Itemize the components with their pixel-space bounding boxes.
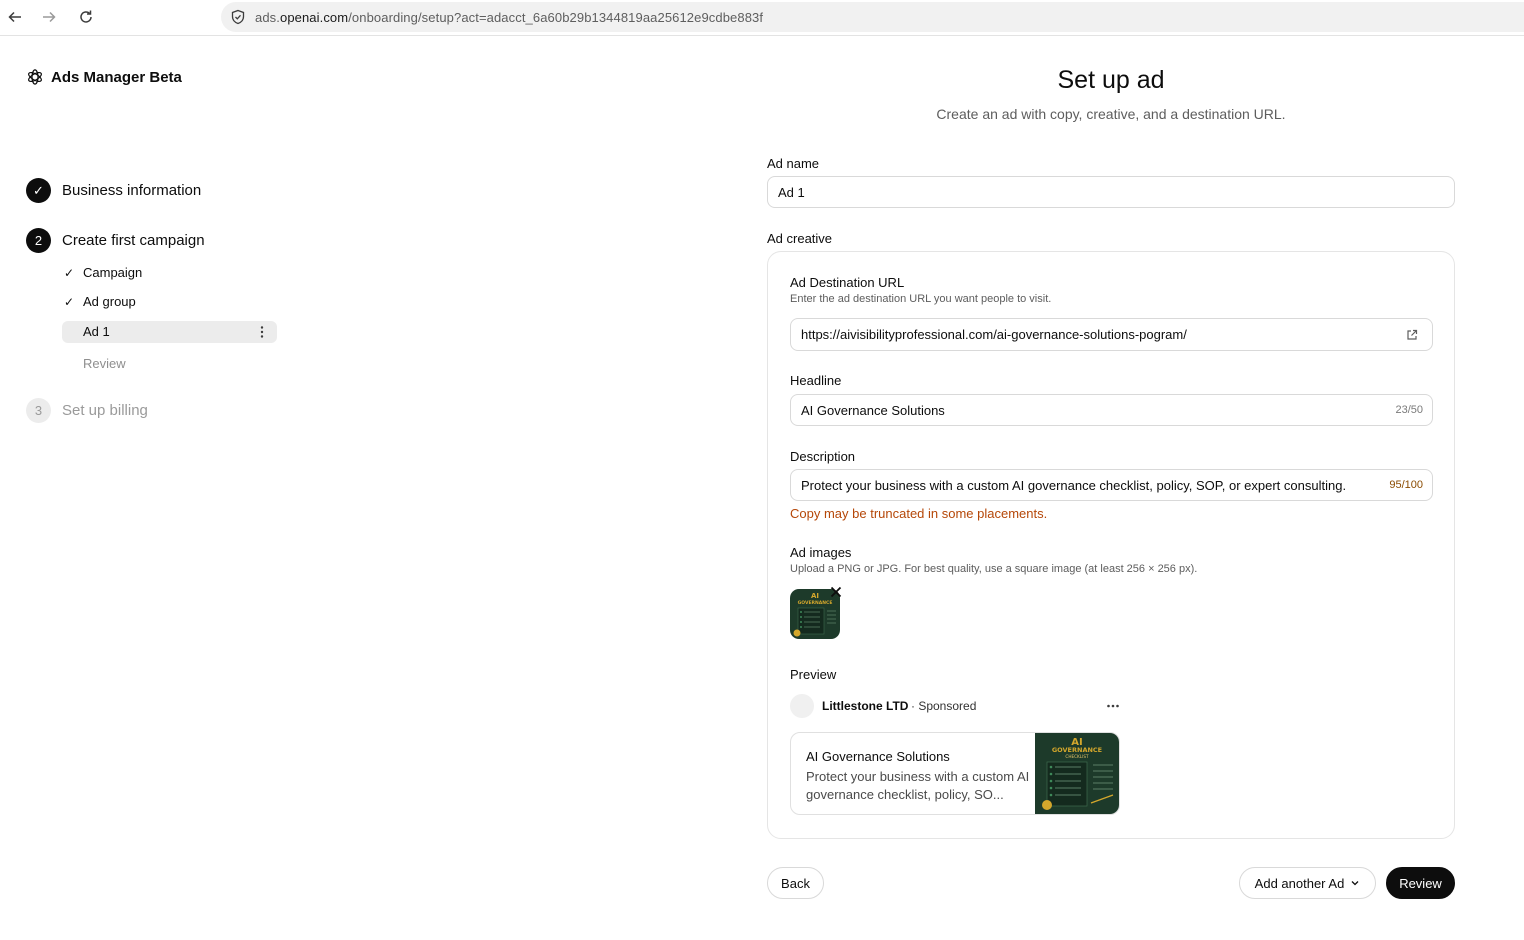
ad-images-label: Ad images bbox=[790, 545, 852, 560]
substep-review[interactable] bbox=[83, 356, 126, 371]
back-arrow-icon[interactable] bbox=[3, 6, 27, 28]
step-label: Business information bbox=[62, 182, 202, 199]
step-create-first-campaign[interactable] bbox=[26, 228, 205, 253]
destination-url-label: Ad Destination URL bbox=[790, 275, 905, 290]
more-vertical-icon[interactable] bbox=[255, 325, 269, 339]
checkmark-icon: ✓ bbox=[26, 178, 51, 203]
back-button[interactable]: Back bbox=[767, 867, 824, 899]
svg-text:GOVERNANCE: GOVERNANCE bbox=[797, 601, 833, 606]
description-counter: 95/100 bbox=[1389, 479, 1423, 491]
remove-image-icon[interactable] bbox=[829, 585, 843, 599]
preview-image bbox=[1035, 733, 1119, 815]
page-title: Set up ad bbox=[1057, 66, 1165, 94]
add-another-ad-label: Add another Ad bbox=[1254, 875, 1345, 891]
headline-label: Headline bbox=[790, 373, 842, 388]
destination-url-input[interactable] bbox=[790, 318, 1433, 351]
address-bar[interactable] bbox=[221, 2, 1524, 32]
headline-value: AI Governance Solutions bbox=[801, 402, 945, 418]
review-button[interactable]: Review bbox=[1386, 867, 1455, 899]
substep-ad-group[interactable] bbox=[62, 294, 136, 309]
substep-label: Ad 1 bbox=[83, 324, 110, 339]
openai-logo-icon bbox=[26, 68, 44, 86]
preview-header bbox=[790, 694, 1120, 718]
ad-name-input[interactable] bbox=[767, 176, 1455, 208]
destination-url-value: https://aivisibilityprofessional.com/ai-governance-solutions-pogram/ bbox=[801, 327, 1187, 342]
preview-image-title-1: AI bbox=[1071, 737, 1083, 748]
preview-title: AI Governance Solutions bbox=[806, 749, 950, 764]
brand bbox=[26, 68, 182, 86]
substep-label: Ad group bbox=[83, 294, 136, 309]
reload-icon[interactable] bbox=[74, 6, 98, 28]
sponsored-label: · Sponsored bbox=[911, 699, 977, 713]
headline-counter: 23/50 bbox=[1395, 404, 1423, 416]
ad-preview-card bbox=[790, 732, 1120, 815]
url-text: ads.openai.com/onboarding/setup?act=adacct_6a60b29b1344819aa25612e9cdbe883f bbox=[255, 10, 764, 25]
description-label: Description bbox=[790, 449, 856, 464]
step-label: Set up billing bbox=[62, 402, 148, 419]
ad-creative-label: Ad creative bbox=[767, 231, 833, 246]
headline-input[interactable] bbox=[790, 394, 1433, 426]
svg-text:AI: AI bbox=[810, 592, 820, 600]
external-link-icon[interactable] bbox=[1406, 329, 1418, 341]
ad-name-label: Ad name bbox=[767, 156, 820, 171]
chevron-down-icon bbox=[1350, 878, 1360, 888]
substep-label: Campaign bbox=[83, 265, 143, 280]
browser-toolbar bbox=[0, 0, 1524, 36]
step-business-information[interactable] bbox=[26, 178, 201, 203]
checkmark-icon: ✓ bbox=[63, 294, 75, 309]
forward-arrow-icon[interactable] bbox=[37, 6, 61, 28]
preview-image-title-2: GOVERNANCE bbox=[1051, 746, 1103, 754]
ad-images-hint: Upload a PNG or JPG. For best quality, use a square image (at least 256 × 256 px). bbox=[790, 563, 1198, 575]
description-input[interactable] bbox=[790, 469, 1433, 501]
description-value: Protect your business with a custom AI governance checklist, policy, SOP, or expert consulting. bbox=[801, 477, 1347, 493]
advertiser-avatar bbox=[790, 694, 814, 718]
ad-name-value: Ad 1 bbox=[778, 184, 805, 200]
preview-label: Preview bbox=[790, 667, 837, 682]
step-set-up-billing[interactable] bbox=[26, 398, 148, 423]
advertiser-name: Littlestone LTD bbox=[822, 699, 909, 713]
brand-name: Ads Manager Beta bbox=[51, 68, 182, 86]
page-subtitle: Create an ad with copy, creative, and a destination URL. bbox=[936, 106, 1286, 122]
step-number: 2 bbox=[26, 228, 51, 253]
preview-description: Protect your business with a custom AI governance checklist, policy, SO... bbox=[806, 769, 1030, 802]
destination-url-hint: Enter the ad destination URL you want people to visit. bbox=[790, 293, 1052, 305]
add-another-ad-button[interactable] bbox=[1239, 867, 1376, 899]
truncation-warning: Copy may be truncated in some placements. bbox=[790, 506, 1048, 521]
step-number: 3 bbox=[26, 398, 51, 423]
substep-campaign[interactable] bbox=[62, 265, 142, 280]
site-info-icon[interactable] bbox=[230, 9, 246, 25]
checkmark-icon: ✓ bbox=[63, 265, 75, 280]
more-horizontal-icon[interactable] bbox=[1106, 700, 1120, 712]
preview-image-title-3: CHECKLIST bbox=[1065, 754, 1089, 759]
step-label: Create first campaign bbox=[62, 232, 205, 249]
substep-ad-1[interactable] bbox=[62, 321, 277, 343]
substep-label: Review bbox=[83, 356, 126, 371]
